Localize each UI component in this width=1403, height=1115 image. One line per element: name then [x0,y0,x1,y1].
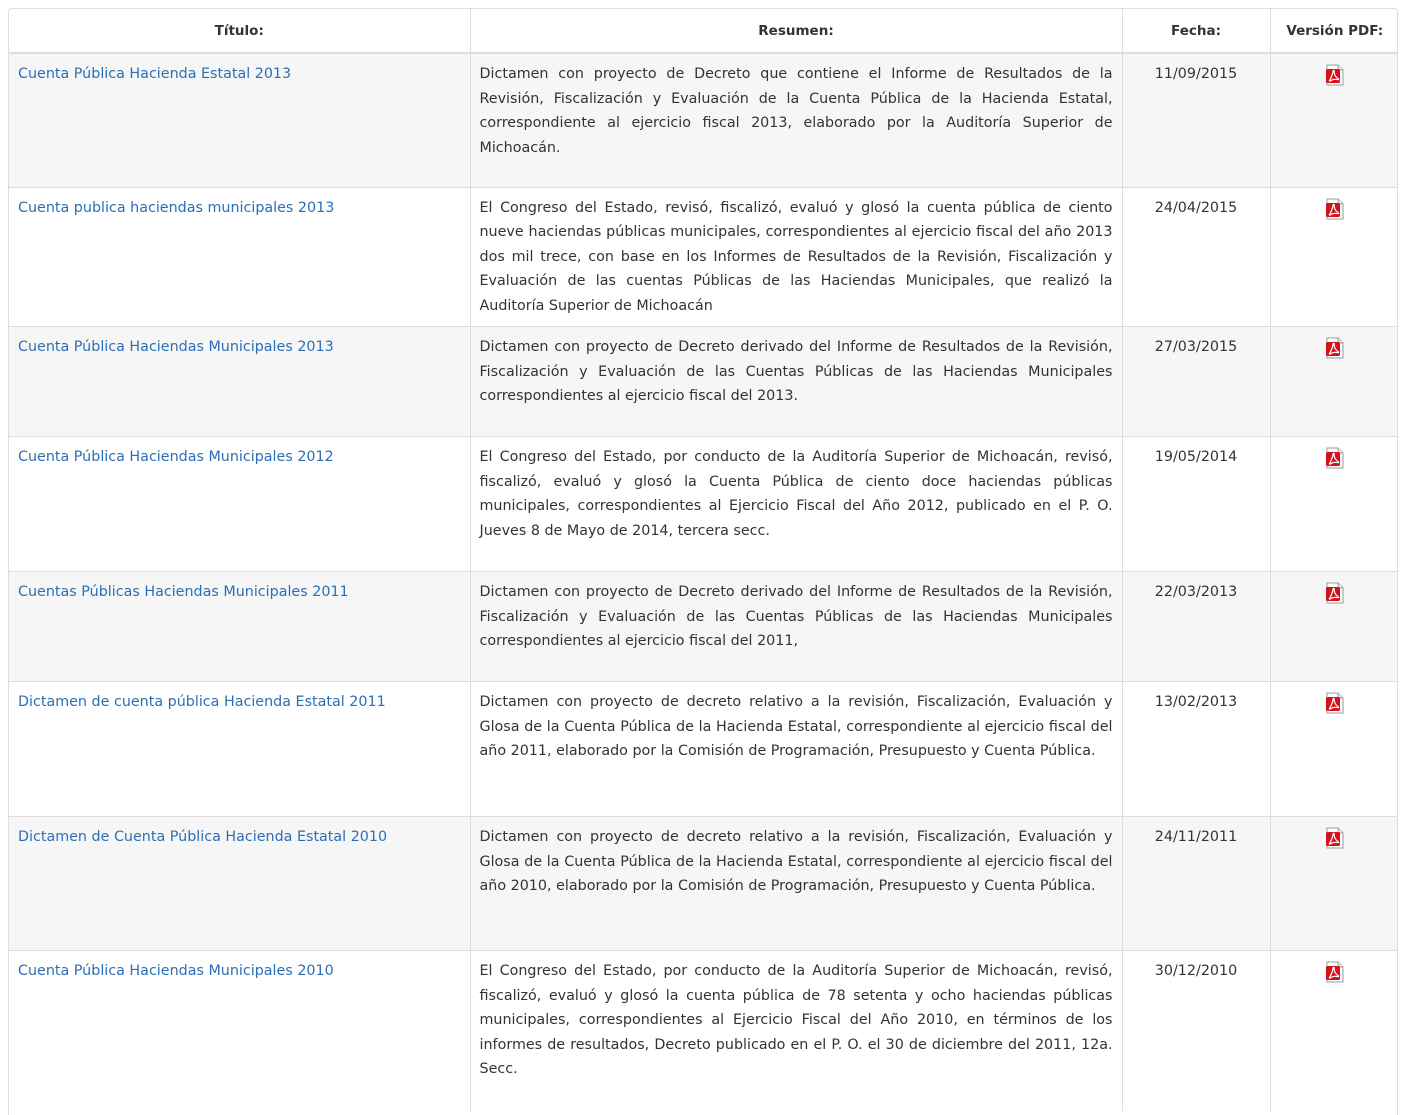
document-title-link[interactable]: Cuenta Pública Haciendas Municipales 2013 [18,339,334,355]
pdf-icon[interactable] [1325,447,1345,469]
table-row [9,327,1398,437]
cell-pdf [1270,951,1398,1111]
pdf-icon[interactable] [1325,582,1345,604]
header-summary[interactable]: Resumen: [470,9,1122,53]
cell-title [9,682,470,817]
document-title-link[interactable]: Cuentas Públicas Haciendas Municipales 2011 [18,584,349,600]
cell-date: 13/02/2013 [1122,682,1270,817]
cell-pdf [1270,817,1398,951]
cell-summary: Dictamen con proyecto de decreto relativo a la revisión, Fiscalización, Evaluación y Glosa de la Cuenta Pública de la Hacienda Estatal, correspondiente al ejercicio fiscal del año 2011, elaborado por la Comisión de Programación, Presupuesto y Cuenta Pública. [470,682,1122,817]
cell-date: 30/12/2010 [1122,951,1270,1111]
cell-title [9,951,470,1111]
cell-date: 11/09/2015 [1122,53,1270,187]
cell-summary: Dictamen con proyecto de Decreto que contiene el Informe de Resultados de la Revisión, Fiscalización y Evaluación de la Cuenta Pública de la Hacienda Estatal, correspondiente al ejercicio fiscal 2013, elaborado por la Auditoría Superior de Michoacán. [470,53,1122,187]
document-title-link[interactable]: Dictamen de cuenta pública Hacienda Estatal 2011 [18,694,386,710]
pdf-icon[interactable] [1325,337,1345,359]
cell-pdf [1270,572,1398,682]
cell-date: 27/03/2015 [1122,327,1270,437]
pdf-icon[interactable] [1325,827,1345,849]
document-title-link[interactable]: Cuenta Pública Haciendas Municipales 2012 [18,449,334,465]
table-row [9,817,1398,951]
header-pdf[interactable]: Versión PDF: [1270,9,1398,53]
table-header-row [9,9,1398,53]
cell-summary: Dictamen con proyecto de Decreto derivado del Informe de Resultados de la Revisión, Fiscalización y Evaluación de las Cuentas Públicas de las Haciendas Municipales correspondientes al ejercicio fiscal del 2011, [470,572,1122,682]
cell-date: 19/05/2014 [1122,437,1270,572]
cell-date: 24/11/2011 [1122,817,1270,951]
cell-summary: Dictamen con proyecto de decreto relativo a la revisión, Fiscalización, Evaluación y Glosa de la Cuenta Pública de la Hacienda Estatal, correspondiente al ejercicio fiscal del año 2010, elaborado por la Comisión de Programación, Presupuesto y Cuenta Pública. [470,817,1122,951]
cell-pdf [1270,682,1398,817]
table-row [9,437,1398,572]
pdf-icon[interactable] [1325,198,1345,220]
document-title-link[interactable]: Cuenta Pública Hacienda Estatal 2013 [18,66,292,82]
header-date[interactable]: Fecha: [1122,9,1270,53]
table-row [9,187,1398,327]
cell-title [9,437,470,572]
pdf-icon[interactable] [1325,692,1345,714]
table-row [9,53,1398,187]
documents-table [9,9,1398,1111]
cell-pdf [1270,187,1398,327]
cell-summary: Dictamen con proyecto de Decreto derivado del Informe de Resultados de la Revisión, Fiscalización y Evaluación de las Cuentas Públicas de las Haciendas Municipales correspondientes al ejercicio fiscal del 2013. [470,327,1122,437]
table-row [9,951,1398,1111]
cell-title [9,572,470,682]
cell-pdf [1270,327,1398,437]
table-row [9,572,1398,682]
header-title[interactable]: Título: [9,9,470,53]
cell-title [9,817,470,951]
cell-summary: El Congreso del Estado, por conducto de la Auditoría Superior de Michoacán, revisó, fiscalizó, evaluó y glosó la cuenta pública de 78 setenta y ocho haciendas públicas municipales, correspondientes al Ejercicio Fiscal del Año 2010, en términos de los informes de resultados, Decreto publicado en el P. O. el 30 de diciembre del 2011, 12a. Secc. [470,951,1122,1111]
document-title-link[interactable]: Cuenta Pública Haciendas Municipales 2010 [18,963,334,979]
pdf-icon[interactable] [1325,64,1345,86]
cell-title [9,187,470,327]
documents-table-container [8,8,1398,1115]
table-row [9,682,1398,817]
document-title-link[interactable]: Dictamen de Cuenta Pública Hacienda Estatal 2010 [18,829,388,845]
cell-date: 24/04/2015 [1122,187,1270,327]
cell-title [9,53,470,187]
cell-title [9,327,470,437]
cell-date: 22/03/2013 [1122,572,1270,682]
cell-summary: El Congreso del Estado, por conducto de la Auditoría Superior de Michoacán, revisó, fiscalizó, evaluó y glosó la Cuenta Pública de ciento doce haciendas públicas municipales, correspondientes al Ejercicio Fiscal del Año 2012, publicado en el P. O. Jueves 8 de Mayo de 2014, tercera secc. [470,437,1122,572]
pdf-icon[interactable] [1325,961,1345,983]
cell-pdf [1270,437,1398,572]
cell-summary: El Congreso del Estado, revisó, fiscalizó, evaluó y glosó la cuenta pública de ciento nueve haciendas públicas municipales, correspondientes al ejercicio fiscal del año 2013 dos mil trece, con base en los Informes de Resultados de la Revisión, Fiscalización y Evaluación de las cuentas Públicas de las Haciendas Municipales, que realizó la Auditoría Superior de Michoacán [470,187,1122,327]
cell-pdf [1270,53,1398,187]
document-title-link[interactable]: Cuenta publica haciendas municipales 2013 [18,199,335,216]
